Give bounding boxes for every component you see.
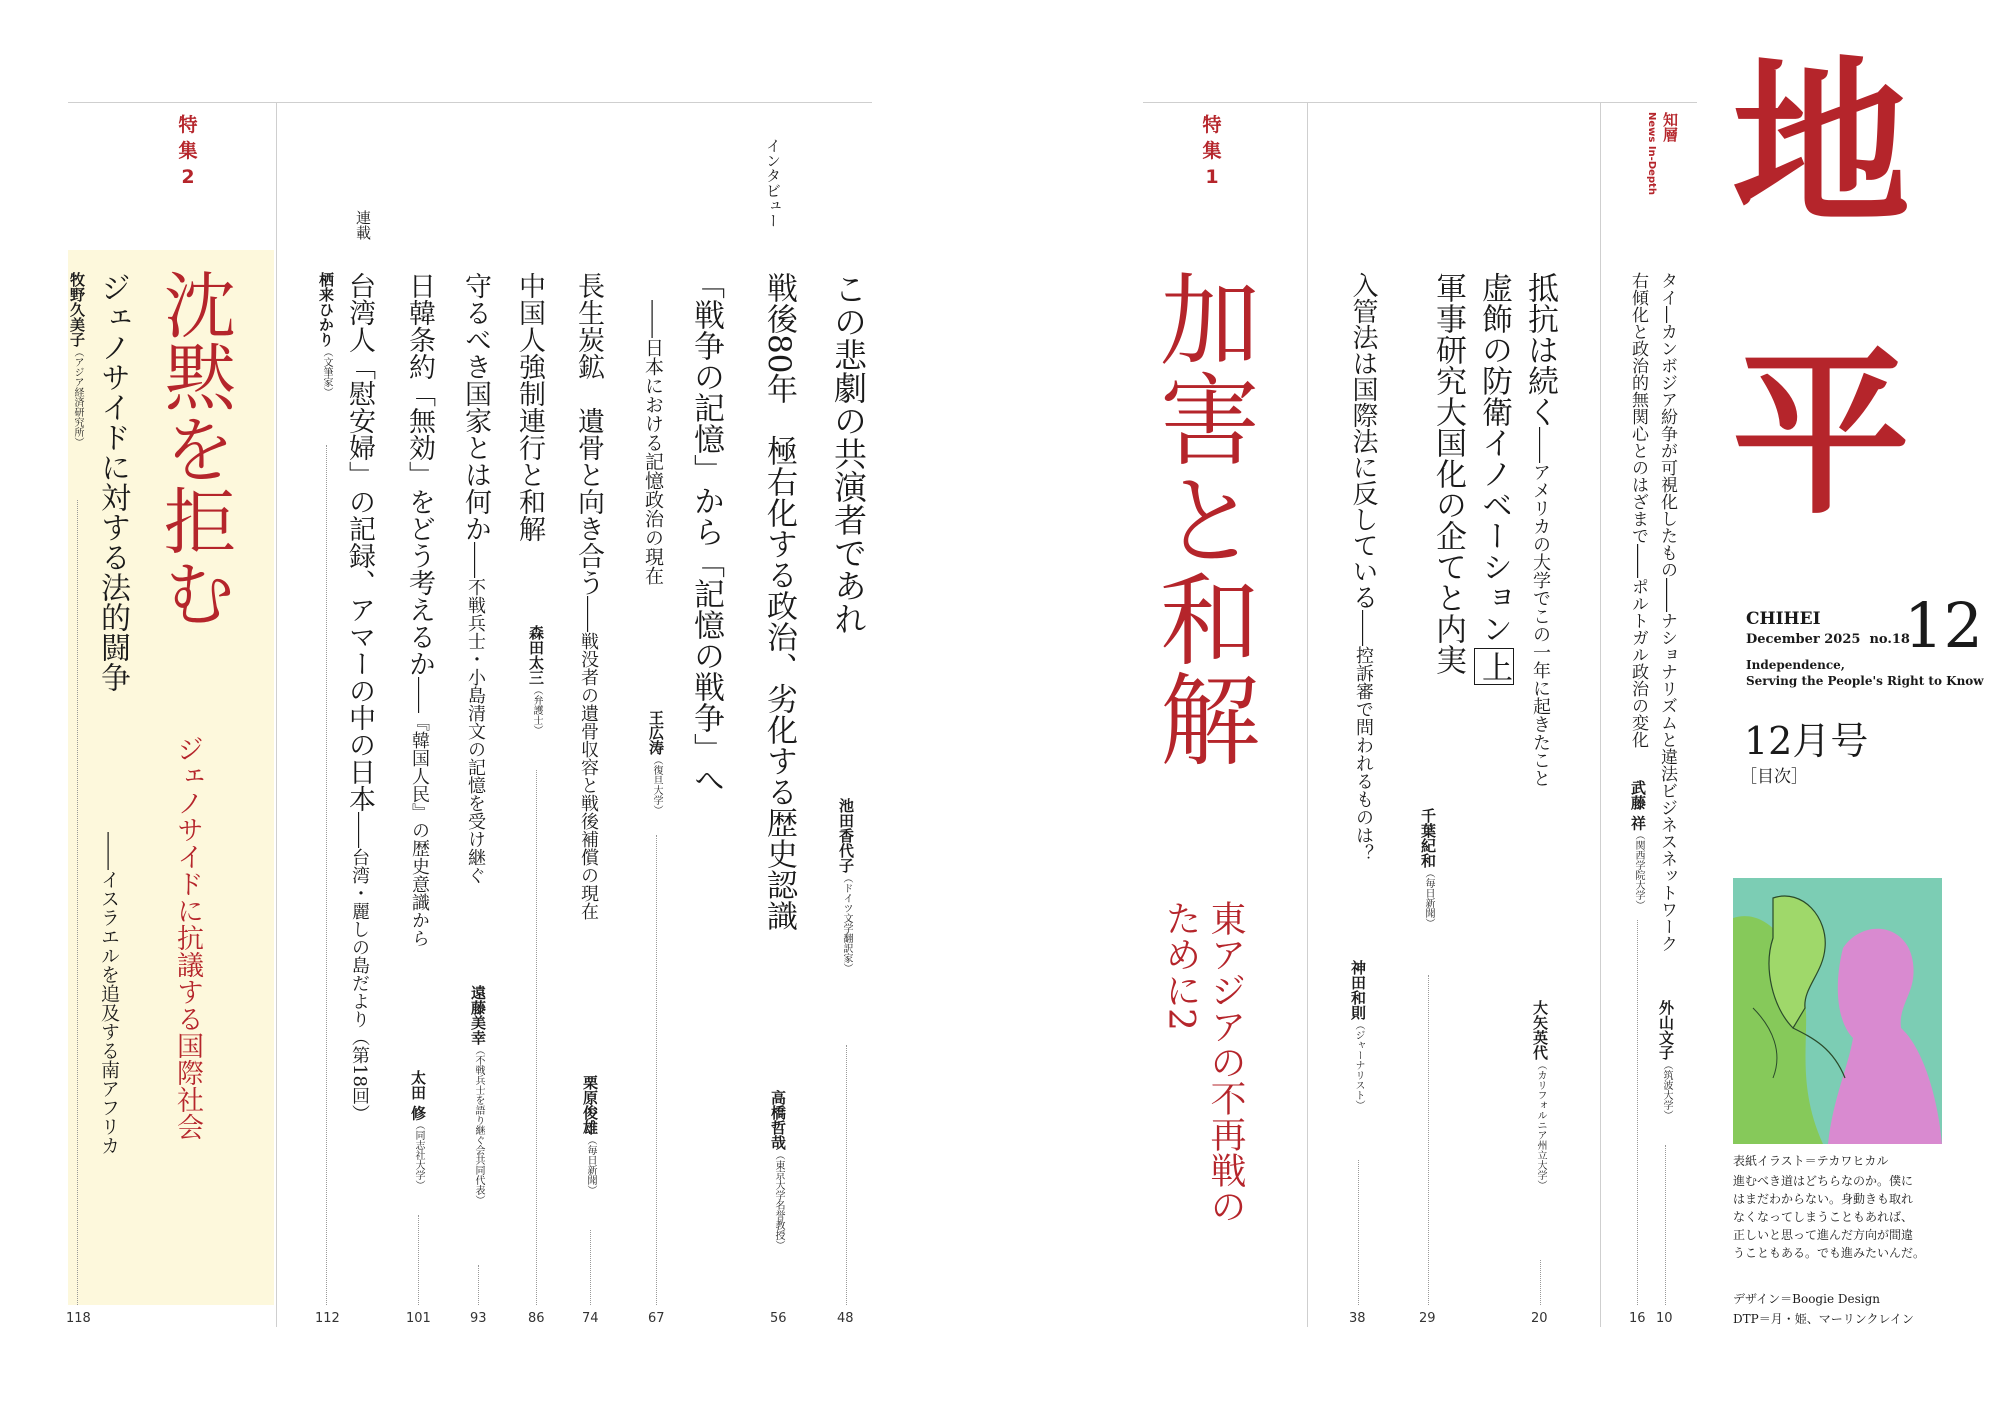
author-affiliation: （関西学院大学）: [1633, 830, 1644, 911]
page-number-74: 74: [582, 1311, 599, 1326]
leader-dots: [1428, 975, 1429, 1305]
page-number-93: 93: [470, 1311, 487, 1326]
author-name: 大矢英代: [1531, 1000, 1549, 1060]
mid-article-56-author: [768, 1090, 789, 1250]
f1-article-1-author: [1530, 1000, 1551, 1190]
leader-dots: [478, 1265, 479, 1305]
author-affiliation: （アジア経済研究所）: [72, 347, 83, 447]
feature2-label-char: 集: [178, 140, 198, 162]
leader-dots: [1358, 1160, 1359, 1305]
news-label-ja: 知層: [1661, 112, 1679, 142]
dtp-credit: DTP＝月・姫、マーリンクレイン: [1733, 1312, 1914, 1326]
article-title: 軍事研究大国化の企てと内実: [1430, 272, 1466, 675]
feature2-label: [176, 112, 200, 190]
article-subtitle: ――戦没者の遺骨収容と戦後補償の現在: [578, 596, 599, 920]
feature1-label-char: 集: [1202, 140, 1222, 162]
page-number-118: 118: [66, 1311, 91, 1326]
page-number-101: 101: [406, 1311, 431, 1326]
cover-caption-line: 正しいと思って進んだ方向が間違: [1733, 1228, 1914, 1242]
mid-article-74-author: [580, 1075, 601, 1195]
article-subtitle: ――控訴審で問われるものは？: [1353, 610, 1374, 862]
mid-article-86-author: [526, 625, 547, 735]
author-affiliation: （不戦兵士を語り継ぐ会共同代表）: [473, 1045, 484, 1205]
article-title: 入管法は国際法に反している: [1348, 272, 1378, 610]
f1-article-2-title[interactable]: [1472, 272, 1517, 685]
toc-label: ［目次］: [1740, 767, 1808, 787]
leader-dots: [1665, 1145, 1666, 1305]
mid-article-93-author: [468, 985, 489, 1205]
author-name: 池田香代子: [837, 798, 855, 873]
author-name: 森田太三: [527, 625, 545, 685]
divider-middle: [276, 102, 277, 1327]
article-title: 虚飾の防衛イノベーション: [1476, 272, 1512, 644]
author-name: 高橋哲哉: [769, 1090, 787, 1150]
article-subtitle: ――『韓国人民』の歴史意識から: [409, 677, 430, 947]
cover-illustration: [1733, 878, 1942, 1144]
page-number-112: 112: [315, 1311, 340, 1326]
leader-dots: [1540, 1260, 1541, 1305]
author-name: 栗原俊雄: [581, 1075, 599, 1135]
author-name: 千葉紀和: [1419, 808, 1437, 868]
interview-subtitle: ――日本における記憶政治の現在: [642, 300, 664, 585]
news-item-2-title[interactable]: 右傾化と政治的無関心とのはざまで――ポルトガル政治の変化: [1628, 272, 1648, 748]
tagline-1: Independence,: [1746, 658, 1845, 672]
author-name: 牧野久美子: [68, 272, 86, 347]
leader-dots: [536, 770, 537, 1305]
f1-article-4-title[interactable]: [1345, 272, 1382, 862]
f1-article-1-title[interactable]: [1518, 272, 1563, 787]
feature1-label: [1200, 112, 1224, 190]
top-rule-left: [68, 102, 872, 103]
f1-article-3-author: [1418, 808, 1439, 928]
feature1-subtitle-text: 東アジアの不再戦のために2: [1160, 900, 1246, 1224]
cover-caption-line: 進むべき道はどちらなのか。僕に: [1733, 1174, 1914, 1188]
author-affiliation: （毎日新聞）: [585, 1135, 596, 1195]
article-title: 日韓条約「無効」をどう考えるか: [404, 272, 435, 677]
article-title: 守るべき国家とは何か: [460, 272, 491, 542]
article-title: 抵抗は続く: [1522, 272, 1558, 427]
mid-article-101-title[interactable]: [400, 272, 439, 947]
cover-illustration-art: [1733, 878, 1942, 1144]
mid-article-48-author: [836, 798, 857, 973]
author-affiliation: （東京大学名誉教授）: [773, 1150, 784, 1250]
page-number-38: 38: [1349, 1311, 1366, 1326]
serial-author: [316, 272, 337, 397]
cover-caption-line: うこともある。でも進みたいんだ。: [1733, 1246, 1926, 1260]
article-title: 長生炭鉱 遺骨と向き合う: [573, 272, 604, 596]
page-number-67: 67: [648, 1311, 665, 1326]
f2-article-subtitle: ――イスラエルを追及する南アフリカ: [98, 832, 120, 1155]
news-item-2-author: [1628, 780, 1649, 910]
divider-news: [1600, 102, 1601, 1327]
article-subtitle: ――不戦兵士・小島清文の記憶を受け継ぐ: [465, 542, 486, 884]
design-credit: デザイン＝Boogie Design: [1733, 1292, 1880, 1306]
cover-credit: 表紙イラスト＝テカワヒカル: [1733, 1154, 1889, 1168]
mid-article-86-title[interactable]: 中国人強制連行と和解: [514, 272, 545, 542]
feature1-label-num: 1: [1205, 166, 1219, 188]
feature1-title: 加害と和解: [1143, 268, 1260, 768]
page-number-16: 16: [1629, 1311, 1646, 1326]
magazine-name-en: CHIHEI: [1746, 609, 1821, 629]
news-label-en: News In-Depth: [1646, 112, 1657, 195]
leader-dots: [418, 1215, 419, 1305]
leader-dots: [77, 500, 78, 1305]
feature1-label-char: 特: [1202, 114, 1222, 136]
f1-article-3-title[interactable]: [1426, 272, 1471, 675]
feature2-label-num: 2: [181, 166, 195, 188]
serial-title[interactable]: [340, 272, 379, 1123]
author-name: 栖来ひかり: [317, 272, 335, 347]
feature2-label-char: 特: [178, 114, 198, 136]
interview-label: インタビュー: [764, 138, 782, 228]
author-affiliation: （弁護士）: [531, 685, 542, 735]
article-subtitle: ――台湾・麗しの島だより（第18回）: [349, 812, 370, 1123]
interview-title[interactable]: 「戦争の記憶」から「記憶の戦争」へ: [688, 268, 724, 795]
cover-caption-line: なくなってしまうこともあれば、: [1733, 1210, 1914, 1224]
mid-article-56-title[interactable]: 戦後80年 極右化する政治、劣化する歴史認識: [761, 272, 797, 932]
mid-article-101-author: [408, 1070, 429, 1190]
author-affiliation: （復旦大学）: [651, 755, 662, 815]
author-name: 武藤 祥: [1629, 780, 1647, 831]
month-label: 12月号: [1744, 719, 1869, 763]
leader-dots: [326, 445, 327, 1305]
leader-dots: [846, 1045, 847, 1305]
author-affiliation: （毎日新聞）: [1423, 868, 1434, 928]
interview-author: [646, 710, 667, 815]
leader-dots: [1637, 920, 1638, 1305]
logo-char-1: 地: [1732, 39, 1910, 248]
divider-feature1: [1307, 102, 1308, 1327]
part-box: 上: [1474, 648, 1514, 685]
mid-article-93-title[interactable]: [456, 272, 495, 884]
leader-dots: [590, 1230, 591, 1305]
author-affiliation: （筑波大学）: [1661, 1060, 1672, 1120]
author-affiliation: （ジャーナリスト）: [1353, 1020, 1364, 1110]
author-affiliation: （同志社大学）: [413, 1120, 424, 1191]
article-title: 台湾人「慰安婦」の記録、アマーの中の日本: [344, 272, 375, 812]
f2-article-author: [67, 272, 88, 447]
page-number-20: 20: [1531, 1311, 1548, 1326]
issue-number: 12: [1904, 589, 1983, 662]
author-affiliation: （文筆家）: [321, 347, 332, 397]
author-name: 王広涛: [647, 710, 665, 755]
cover-caption-line: はまだわからない。身動きも取れ: [1733, 1192, 1914, 1206]
f1-article-4-author: [1348, 960, 1369, 1110]
page-number-48: 48: [837, 1311, 854, 1326]
news-item-1-title[interactable]: タイ―カンボジア紛争が可視化したもの――ナショナリズムと違法ビジネスネットワーク: [1657, 272, 1677, 952]
author-name: 神田和則: [1349, 960, 1367, 1020]
page-number-29: 29: [1419, 1311, 1436, 1326]
feature2-title: 沈黙を拒む: [152, 268, 236, 628]
f2-article-title[interactable]: ジェノサイドに対する法的闘争: [95, 272, 130, 692]
top-rule-right: [1143, 102, 1697, 103]
logo-char-2: 平: [1732, 329, 1910, 538]
author-name: 遠藤美幸: [469, 985, 487, 1045]
page-number-56: 56: [770, 1311, 787, 1326]
cover-caption: [1733, 1172, 1948, 1262]
news-item-1-author: [1656, 1000, 1677, 1120]
serial-label: 連載: [354, 210, 372, 240]
author-name: 外山文子: [1657, 1000, 1675, 1060]
page-number-10: 10: [1656, 1311, 1673, 1326]
author-name: 太田 修: [409, 1070, 427, 1121]
issue-line: December 2025 no.18: [1746, 632, 1910, 647]
mid-article-48-title[interactable]: この悲劇の共演者であれ: [829, 272, 868, 635]
author-affiliation: （カリフォルニア州立大学）: [1535, 1060, 1546, 1190]
page-number-86: 86: [528, 1311, 545, 1326]
mid-article-74-title[interactable]: [569, 272, 608, 920]
article-subtitle: ――アメリカの大学でこの一年に起きたこと: [1530, 427, 1551, 787]
feature2-subtitle: ジェノサイドに抗議する国際社会: [172, 735, 203, 1140]
feature1-subtitle: [1158, 900, 1248, 1250]
leader-dots: [656, 835, 657, 1305]
tagline-2: Serving the People's Right to Know: [1746, 674, 1984, 688]
author-affiliation: （ドイツ文学翻訳家）: [841, 873, 852, 973]
